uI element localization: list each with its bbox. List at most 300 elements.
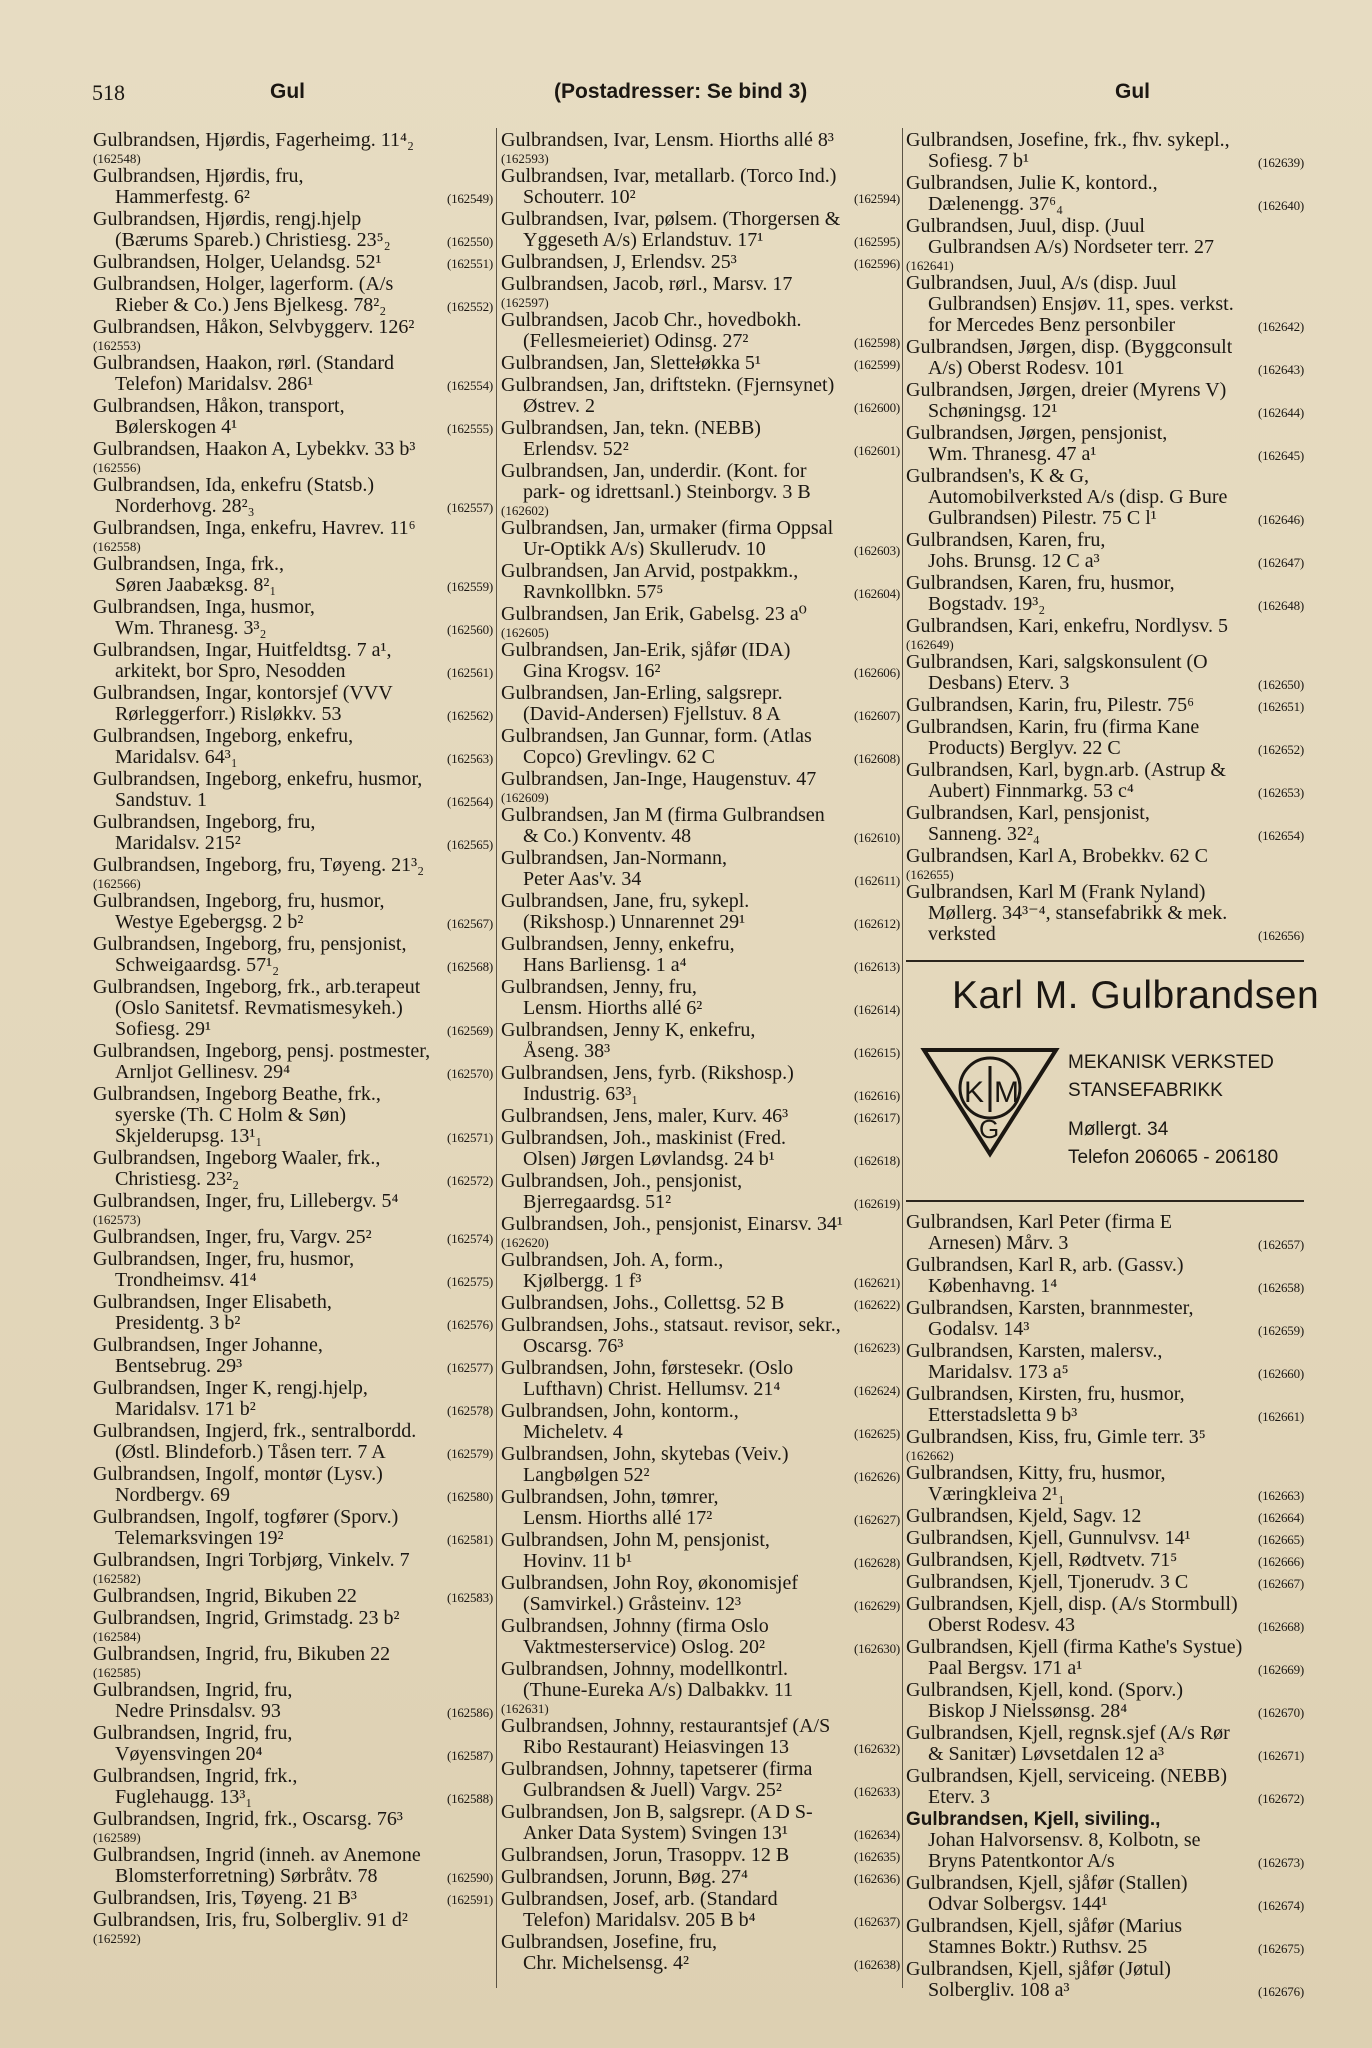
entry-number: (162588) xyxy=(446,1791,493,1806)
entry-text: Rieber & Co.) Jens Bjelkesg. 78²₂ xyxy=(115,295,387,316)
entry-text: Gulbrandsen, Ingeborg, fru, Tøyeng. 21³₂ xyxy=(93,855,425,876)
page-header xyxy=(92,80,1290,116)
entry-number: (162661) xyxy=(1257,1409,1304,1424)
entry-text: (Samvirkel.) Gråsteinv. 12³ xyxy=(523,1594,741,1615)
entry-number: (162652) xyxy=(1257,742,1304,757)
directory-entry xyxy=(93,1550,493,1586)
entry-text: Gulbrandsen, Håkon, transport, xyxy=(93,396,345,417)
directory-entry xyxy=(93,1809,493,1845)
entry-text: Gulbrandsen, Jenny, fru, xyxy=(501,977,697,998)
entry-text: Gulbrandsen & Juell) Vargv. 25² xyxy=(523,1780,782,1801)
entry-text: Gulbrandsen, Ingrid, fru, xyxy=(93,1723,293,1744)
directory-entry xyxy=(501,1063,900,1106)
entry-number: (162558) xyxy=(93,539,141,554)
entry-text: Gulbrandsen, Jacob Chr., hovedbokh. xyxy=(501,310,802,331)
directory-entry xyxy=(93,1766,493,1809)
entry-text: Gulbrandsen, Jon B, salgsrepr. (A D S- xyxy=(501,1802,813,1823)
entry-text: Dælenengg. 37⁶₄ xyxy=(928,194,1064,215)
entry-name-line xyxy=(906,1873,1304,1894)
entry-text: Gulbrandsen, Ingolf, togfører (Sporv.) xyxy=(93,1507,399,1528)
entry-name-line xyxy=(906,1341,1304,1362)
entry-number: (162633) xyxy=(853,1784,900,1799)
entry-text: arkitekt, bor Spro, Nesodden xyxy=(115,661,346,682)
entry-name-line xyxy=(906,173,1304,194)
entry-name-line xyxy=(501,1106,900,1128)
entry-continuation-line xyxy=(501,1594,900,1616)
entry-text: Olsen) Jørgen Løvlandsg. 24 b¹ xyxy=(523,1149,775,1170)
entry-name-line xyxy=(93,1249,493,1270)
entry-text: Gulbrandsen, Johnny, modellkontrl. xyxy=(501,1659,789,1680)
entry-name-line xyxy=(501,604,900,625)
directory-entry xyxy=(906,1766,1304,1809)
entry-name-line xyxy=(501,1250,900,1271)
entry-number: (162565) xyxy=(446,837,493,852)
entry-name-line xyxy=(501,1401,900,1422)
entry-text: Gulbrandsen, Inga, frk., xyxy=(93,554,285,575)
entry-text: Gulbrandsen, Karl Peter (firma E xyxy=(906,1212,1173,1233)
entry-text: Gulbrandsen, Ingar, kontorsjef (VVV xyxy=(93,683,393,704)
entry-text: Gulbrandsen, Ivar, pølsem. (Thorgersen & xyxy=(501,209,841,230)
entry-number: (162632) xyxy=(853,1741,900,1756)
entry-continuation-line xyxy=(501,1422,900,1444)
directory-entry xyxy=(906,760,1304,803)
entry-text: Paal Bergsv. 171 a¹ xyxy=(928,1658,1083,1679)
entry-continuation-line xyxy=(93,1105,493,1126)
directory-entry xyxy=(93,1191,493,1227)
entry-number: (162631) xyxy=(501,1701,549,1716)
entry-text: Gulbrandsen, Inger, fru, Lillebergv. 5⁴ xyxy=(93,1191,399,1212)
entry-text: Gulbrandsen, Kjell, Gunnulvsv. 14¹ xyxy=(906,1528,1191,1549)
entry-name-line xyxy=(906,380,1304,401)
entry-text: Blomsterforretning) Sørbråtv. 78 xyxy=(115,1866,378,1887)
directory-entry xyxy=(906,1463,1304,1506)
entry-text: Hovinv. 11 b¹ xyxy=(523,1551,632,1572)
entry-text: Gulbrandsen, Haakon, rørl. (Standard xyxy=(93,353,395,374)
entry-number: (162650) xyxy=(1257,677,1304,692)
directory-entry xyxy=(501,1315,900,1358)
directory-entry xyxy=(906,130,1304,173)
directory-entry xyxy=(906,1723,1304,1766)
entry-number: (162561) xyxy=(446,665,493,680)
entry-number: (162642) xyxy=(1257,319,1304,334)
directory-entry xyxy=(501,640,900,683)
entry-text: Gulbrandsen, Ingeborg, fru, pensjonist, xyxy=(93,934,407,955)
entry-number: (162593) xyxy=(501,151,549,166)
entry-text: Products) Berglyv. 22 C xyxy=(928,738,1121,759)
entry-name-line xyxy=(93,726,493,747)
entry-number: (162643) xyxy=(1257,362,1304,377)
entry-number: (162660) xyxy=(1257,1366,1304,1381)
entry-number: (162586) xyxy=(446,1705,493,1720)
entry-text: Gulbrandsen, Jørgen, dreier (Myrens V) xyxy=(906,380,1227,401)
entry-text: Gulbrandsen, Inga, enkefru, Havrev. 11⁶ xyxy=(93,518,416,539)
entry-continuation-line xyxy=(501,1271,900,1293)
entry-text: park- og idrettsanl.) Steinborgv. 3 B xyxy=(523,482,811,503)
entry-text: Ur-Optikk A/s) Skullerudv. 10 xyxy=(523,539,766,560)
entry-number: (162591) xyxy=(446,1892,493,1907)
directory-entry xyxy=(93,812,493,855)
entry-text: Copco) Grevlingv. 62 C xyxy=(523,747,716,768)
entry-text: Odvar Solbergsv. 144¹ xyxy=(928,1894,1108,1915)
entry-text: Gulbrandsen, Inger, fru, Vargv. 25² xyxy=(93,1227,372,1248)
entry-text: verksted xyxy=(928,924,996,945)
entry-text: Gulbrandsen, John Roy, økonomisjef xyxy=(501,1573,799,1594)
entry-name-line xyxy=(93,683,493,704)
directory-entry xyxy=(501,1802,900,1845)
directory-entry xyxy=(501,1867,900,1889)
column-2 xyxy=(501,130,900,1975)
km-g-logo-icon xyxy=(920,1046,1060,1158)
entry-name-line xyxy=(501,934,900,955)
directory-entry xyxy=(93,1888,493,1910)
entry-text: (Østl. Blindeforb.) Tåsen terr. 7 A xyxy=(115,1442,386,1463)
entry-number: (162613) xyxy=(853,959,900,974)
logo-letter-g: G xyxy=(979,1114,1000,1144)
entry-text: Gulbrandsen, Ingeborg, fru, husmor, xyxy=(93,891,385,912)
entry-number: (162636) xyxy=(853,1871,900,1886)
entry-text: Vøyensvingen 20⁴ xyxy=(115,1744,263,1765)
entry-text: Gulbrandsen, Kjell, kond. (Sporv.) xyxy=(906,1680,1183,1701)
entry-text: Københavng. 1⁴ xyxy=(928,1276,1058,1297)
entry-text: Hans Barliensg. 1 a⁴ xyxy=(523,955,687,976)
entry-number: (162571) xyxy=(446,1130,493,1145)
entry-text: Gulbrandsen, Josefine, fru, xyxy=(501,1932,718,1953)
entry-name-line xyxy=(93,812,493,833)
entry-text: Stamnes Boktr.) Ruthsv. 25 xyxy=(928,1937,1148,1958)
entry-text: Gulbrandsen, Jan-Erling, salgsrepr. xyxy=(501,683,783,704)
entry-number: (162599) xyxy=(853,357,900,372)
entry-text: Bryns Patentkontor A/s xyxy=(928,1851,1115,1872)
directory-entry xyxy=(93,1910,493,1946)
directory-entry xyxy=(93,1292,493,1335)
entry-text: Gulbrandsen, Jan Erik, Gabelsg. 23 a⁰ xyxy=(501,604,807,625)
entry-number: (162648) xyxy=(1257,598,1304,613)
entry-continuation-line xyxy=(501,1379,900,1401)
entry-text: Desbans) Eterv. 3 xyxy=(928,673,1070,694)
entry-text: Gulbrandsen, John, kontorm., xyxy=(501,1401,739,1422)
entry-number: (162606) xyxy=(853,665,900,680)
entry-continuation-line xyxy=(906,1276,1304,1298)
entry-text: Bentsebrug. 29³ xyxy=(115,1356,243,1377)
entry-text: Gulbrandsen, Juul, disp. (Juul xyxy=(906,216,1145,237)
entry-number: (162669) xyxy=(1257,1662,1304,1677)
entry-number: (162575) xyxy=(446,1274,493,1289)
directory-entry xyxy=(93,166,493,209)
entry-continuation-line xyxy=(93,661,493,683)
header-right-guide-word: Gul xyxy=(1115,80,1150,103)
entry-continuation-line xyxy=(906,487,1304,508)
entry-number: (162598) xyxy=(853,335,900,350)
entry-name-line xyxy=(501,1358,900,1379)
entry-text: Oberst Rodesv. 43 xyxy=(928,1615,1076,1636)
entry-name-line xyxy=(93,597,493,618)
directory-entry xyxy=(906,1680,1304,1723)
entry-continuation-line xyxy=(906,194,1304,216)
directory-entry xyxy=(501,683,900,726)
entry-number: (162554) xyxy=(446,378,493,393)
entry-name-line xyxy=(906,1723,1304,1744)
entry-name-line xyxy=(906,1766,1304,1787)
entry-continuation-line xyxy=(906,1980,1304,2002)
entry-name-line xyxy=(501,130,900,151)
entry-continuation-line xyxy=(501,912,900,934)
directory-entry xyxy=(501,274,900,310)
entry-text: Åseng. 38³ xyxy=(523,1041,611,1062)
directory-entry xyxy=(906,1212,1304,1255)
entry-continuation-line xyxy=(93,998,493,1019)
entry-continuation-line xyxy=(93,1528,493,1550)
entry-number: (162649) xyxy=(906,637,954,652)
directory-entry xyxy=(501,252,900,274)
entry-number: (162550) xyxy=(446,234,493,249)
entry-text: Automobilverksted A/s (disp. G Bure xyxy=(928,487,1228,508)
directory-entry xyxy=(906,695,1304,717)
entry-text: Gulbrandsen, Joh., pensjonist, xyxy=(501,1171,743,1192)
directory-entry xyxy=(906,1427,1304,1463)
entry-text: Micheletv. 4 xyxy=(523,1422,623,1443)
entry-text: Gulbrandsen, Hjørdis, fru, xyxy=(93,166,304,187)
entry-name-line xyxy=(93,166,493,187)
entry-text: Gulbrandsen, Ingeborg, pensj. postmester, xyxy=(93,1041,431,1062)
entry-continuation-line xyxy=(501,187,900,209)
entry-continuation-line xyxy=(906,315,1304,337)
entry-text: Gulbrandsen, Kjell, Rødtvetv. 71⁵ xyxy=(906,1550,1178,1571)
entry-number: (162559) xyxy=(446,579,493,594)
entry-continuation-line xyxy=(906,903,1304,924)
entry-number: (162664) xyxy=(1257,1510,1304,1525)
entry-name-line xyxy=(93,1191,493,1212)
entry-text: Gulbrandsen, Ingrid, fru, xyxy=(93,1680,293,1701)
directory-entry xyxy=(906,1594,1304,1637)
entry-continuation-line xyxy=(93,1270,493,1292)
entry-text: Gulbrandsen, Kjell, sjåfør (Jøtul) xyxy=(906,1959,1171,1980)
entry-number: (162563) xyxy=(446,751,493,766)
entry-continuation-line xyxy=(93,295,493,317)
entry-text: Gulbrandsen, Kjell, disp. (A/s Stormbull) xyxy=(906,1594,1238,1615)
directory-entry xyxy=(93,1608,493,1644)
directory-entry xyxy=(93,726,493,769)
entry-text: (Oslo Sanitetsf. Revmatismesykeh.) xyxy=(115,998,403,1019)
entry-text: Gulbrandsen, Kjell (firma Kathe's Systue) xyxy=(906,1637,1243,1658)
directory-entry xyxy=(906,1255,1304,1298)
entry-continuation-line xyxy=(906,1937,1304,1959)
entry-name-line xyxy=(501,891,900,912)
entry-text: Gulbrandsen, Joh., pensjonist, Einarsv. 34¹ xyxy=(501,1214,843,1235)
entry-number: (162655) xyxy=(906,867,954,882)
entry-number: (162638) xyxy=(853,1957,900,1972)
entry-number: (162585) xyxy=(93,1665,141,1680)
entry-name-line xyxy=(906,337,1304,358)
directory-entry xyxy=(93,1335,493,1378)
entry-continuation-line xyxy=(906,151,1304,173)
header-left-guide-word: Gul xyxy=(270,80,305,103)
directory-entry xyxy=(906,173,1304,216)
entry-number: (162663) xyxy=(1257,1488,1304,1503)
directory-entry xyxy=(93,1041,493,1084)
entry-number: (162622) xyxy=(853,1297,900,1312)
directory-entry xyxy=(501,1358,900,1401)
entry-continuation-line xyxy=(93,1701,493,1723)
entry-text: Gulbrandsen, Jane, fru, sykepl. xyxy=(501,891,750,912)
entry-continuation-line xyxy=(93,374,493,396)
entry-name-line xyxy=(93,1148,493,1169)
entry-number: (162605) xyxy=(501,625,549,640)
entry-number: (162634) xyxy=(853,1827,900,1842)
entry-text: Gulbrandsen, Johs., Collettsg. 52 B xyxy=(501,1293,785,1314)
entry-text: Gulbrandsen, Jan Arvid, postpakkm., xyxy=(501,561,799,582)
entry-continuation-line xyxy=(93,1399,493,1421)
directory-entry xyxy=(93,396,493,439)
entry-text: Lensm. Hiorths allé 17² xyxy=(523,1508,713,1529)
entry-text: Gulbrandsen, Ingrid, frk., Oscarsg. 76³ xyxy=(93,1809,403,1830)
entry-name-line xyxy=(501,726,900,747)
directory-entry xyxy=(501,461,900,518)
entry-continuation-line xyxy=(93,704,493,726)
directory-entry xyxy=(93,1249,493,1292)
entry-text: Johs. Brunsg. 12 C a³ xyxy=(928,551,1100,572)
entry-number: (162654) xyxy=(1257,828,1304,843)
entry-number: (162572) xyxy=(446,1173,493,1188)
entry-continuation-line xyxy=(93,618,493,640)
entry-text: Gulbrandsen, Johnny, restaurantsjef (A/S xyxy=(501,1716,831,1737)
entry-number: (162662) xyxy=(906,1448,954,1463)
entry-text: Gulbrandsen, Ingar, Huitfeldtsg. 7 a¹, xyxy=(93,640,392,661)
entry-text: Gulbrandsen, Hjørdis, rengj.hjelp xyxy=(93,209,362,230)
directory-entry xyxy=(906,1528,1304,1550)
entry-text: Gulbrandsen, Kiss, fru, Gimle terr. 3⁵ xyxy=(906,1427,1206,1448)
entry-name-line xyxy=(501,1214,900,1235)
directory-entry xyxy=(906,1959,1304,2002)
directory-entry xyxy=(93,1507,493,1550)
directory-entry xyxy=(501,1573,900,1616)
entry-name-line xyxy=(93,1421,493,1442)
entry-name-line xyxy=(501,1444,900,1465)
directory-entry xyxy=(501,977,900,1020)
entry-text: Gulbrandsen, Inger Johanne, xyxy=(93,1335,323,1356)
entry-text: Gulbrandsen, Inga, husmor, xyxy=(93,597,315,618)
entry-text: Peter Aas'v. 34 xyxy=(523,869,642,890)
entry-continuation-line xyxy=(501,826,900,848)
entry-text: Gulbrandsen, Jan, driftstekn. (Fjernsynet) xyxy=(501,375,835,396)
entry-continuation-line xyxy=(501,1910,900,1932)
entry-text: (Fellesmeieriet) Odinsg. 27² xyxy=(523,331,749,352)
entry-text: Telefon) Maridalsv. 205 B b⁴ xyxy=(523,1910,756,1931)
entry-continuation-line xyxy=(906,924,1304,946)
entry-number: (162675) xyxy=(1257,1941,1304,1956)
entry-number: (162658) xyxy=(1257,1280,1304,1295)
entry-name-line xyxy=(501,1867,900,1889)
directory-entry xyxy=(501,1889,900,1932)
entry-text: Telefon) Maridalsv. 286¹ xyxy=(115,374,314,395)
entry-name-line xyxy=(93,1507,493,1528)
directory-entry xyxy=(501,353,900,375)
entry-continuation-line xyxy=(501,1041,900,1063)
entry-name-line xyxy=(906,1255,1304,1276)
directory-entry xyxy=(501,418,900,461)
entry-continuation-line xyxy=(93,833,493,855)
entry-text: Gulbrandsen, Haakon A, Lybekkv. 33 b³ xyxy=(93,439,416,460)
directory-entry xyxy=(93,597,493,640)
directory-entry xyxy=(501,1932,900,1975)
entry-text: Langbølgen 52² xyxy=(523,1465,650,1486)
entry-name-line xyxy=(93,130,493,151)
entry-name-line xyxy=(906,1212,1304,1233)
entry-text: Wm. Thranesg. 47 a¹ xyxy=(928,444,1097,465)
entry-name-line xyxy=(501,1802,900,1823)
entry-text: Gulbrandsen, Karl M (Frank Nyland) xyxy=(906,882,1206,903)
entry-name-line xyxy=(906,1550,1304,1572)
advertisement-address: Møllergt. 34 xyxy=(1068,1119,1169,1140)
entry-name-line xyxy=(93,518,493,539)
entry-name-line xyxy=(501,561,900,582)
entry-continuation-line xyxy=(501,539,900,561)
entry-number: (162582) xyxy=(93,1571,141,1586)
column-1 xyxy=(93,130,493,1946)
entry-name-line xyxy=(93,1888,493,1910)
entry-number: (162590) xyxy=(446,1870,493,1885)
entry-number: (162569) xyxy=(446,1023,493,1038)
entry-continuation-line xyxy=(93,575,493,597)
directory-entry xyxy=(93,1845,493,1888)
entry-text: Skjelderupsg. 13¹₁ xyxy=(115,1126,263,1147)
entry-text: Gulbrandsen, John, skytebas (Veiv.) xyxy=(501,1444,789,1465)
entry-text: Gulbrandsen, Johnny (firma Oslo xyxy=(501,1616,769,1637)
directory-entry xyxy=(93,1378,493,1421)
entry-text: Sofiesg. 7 b¹ xyxy=(928,151,1029,172)
entry-name-line xyxy=(501,848,900,869)
entry-text: Gulbrandsen, Joh. A, form., xyxy=(501,1250,724,1271)
directory-entry xyxy=(906,1572,1304,1594)
entry-name-line xyxy=(93,274,493,295)
directory-entry xyxy=(906,530,1304,573)
entry-text: Gulbrandsen, Jan, urmaker (firma Oppsal xyxy=(501,518,834,539)
entry-name-line xyxy=(93,317,493,338)
entry-text: Gulbrandsen, Karen, fru, husmor, xyxy=(906,573,1175,594)
entry-text: Sandstuv. 1 xyxy=(115,790,208,811)
entry-number: (162628) xyxy=(853,1555,900,1570)
entry-name-line xyxy=(501,1315,900,1336)
entry-text: Gulbrandsen, John, tømrer, xyxy=(501,1487,719,1508)
entry-number: (162645) xyxy=(1257,448,1304,463)
directory-entry xyxy=(93,439,493,475)
entry-number: (162635) xyxy=(853,1849,900,1864)
entry-number: (162596) xyxy=(853,256,900,271)
entry-number: (162619) xyxy=(853,1196,900,1211)
entry-name-line xyxy=(501,166,900,187)
entry-text: Gulbrandsen, Karin, fru (firma Kane xyxy=(906,717,1200,738)
entry-number: (162603) xyxy=(853,543,900,558)
entry-text: Hammerfestg. 6² xyxy=(115,187,250,208)
entry-continuation-line xyxy=(93,187,493,209)
entry-number: (162577) xyxy=(446,1360,493,1375)
entry-number: (162564) xyxy=(446,794,493,809)
entry-continuation-line xyxy=(501,1149,900,1171)
entry-text: Gulbrandsen, Jan-Erik, sjåfør (IDA) xyxy=(501,640,791,661)
entry-text: Gulbrandsen) Ensjøv. 11, spes. verkst. xyxy=(928,294,1234,315)
entry-name-line xyxy=(906,760,1304,781)
directory-entry xyxy=(501,1293,900,1315)
entry-text: Gulbrandsen, Jacob, rørl., Marsv. 17 xyxy=(501,274,793,295)
entry-number: (162576) xyxy=(446,1317,493,1332)
advertisement-phone: Telefon 206065 - 206180 xyxy=(1068,1147,1279,1168)
directory-entry xyxy=(93,1723,493,1766)
entry-number: (162625) xyxy=(853,1426,900,1441)
entry-name-line xyxy=(93,1464,493,1485)
directory-entry xyxy=(906,573,1304,616)
entry-name-line xyxy=(501,1573,900,1594)
entry-number: (162657) xyxy=(1257,1237,1304,1252)
entry-name-line xyxy=(93,1292,493,1313)
